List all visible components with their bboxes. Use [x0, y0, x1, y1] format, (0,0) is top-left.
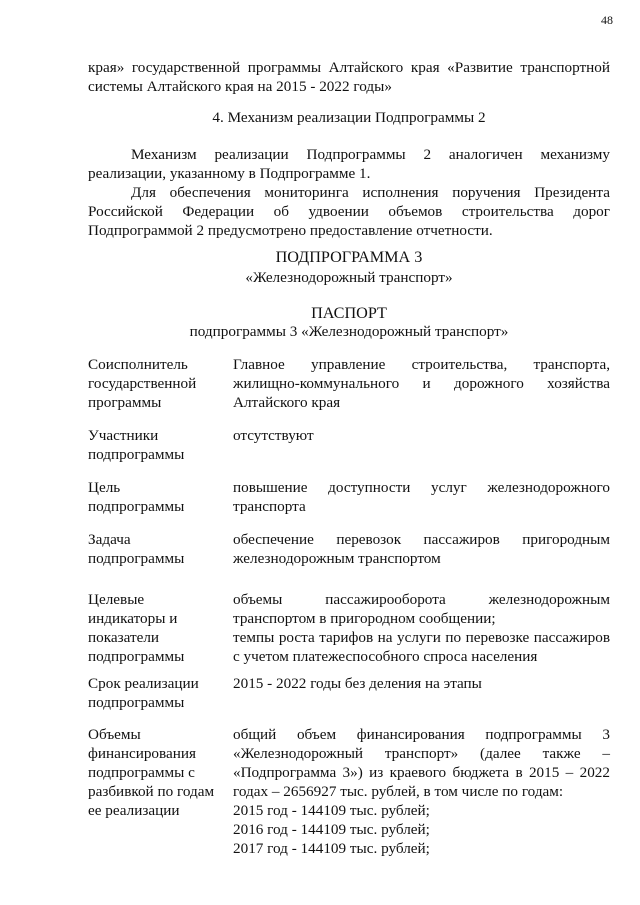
row-label: Цель подпрограммы	[88, 479, 185, 515]
row-value: отсутствуют	[233, 427, 314, 444]
year-line: 2016 год - 144109 тыс. рублей;	[233, 821, 430, 838]
intro-paragraph: края» государственной программы Алтайского края «Развитие транспортной системы Алтайского края на 2015 - 2022 годы»	[88, 59, 610, 95]
section-heading: 4. Механизм реализации Подпрограммы 2	[212, 109, 486, 126]
row-label: Целевые индикаторы и показатели подпрограммы	[88, 591, 185, 665]
passport-title: ПАСПОРТ	[311, 304, 387, 322]
row-value: обеспечение перевозок пассажиров пригородным железнодорожным транспортом	[233, 531, 610, 567]
year-line: 2017 год - 144109 тыс. рублей;	[233, 840, 430, 857]
row-label: Срок реализации подпрограммы	[88, 675, 199, 711]
row-value	[233, 590, 610, 666]
year-line: 2015 год - 144109 тыс. рублей;	[233, 802, 430, 819]
passport-subtitle: подпрограммы 3 «Железнодорожный транспорт»	[189, 323, 509, 340]
row-value: 2015 - 2022 годы без деления на этапы	[233, 675, 482, 692]
monitoring-paragraph: Для обеспечения мониторинга исполнения поручения Президента Российской Федерации об удвоении объемов строительства дорог Подпрограммой 2 предусмотрено предоставление отчетности.	[88, 184, 610, 239]
page-number: 48	[601, 13, 613, 27]
row-value: повышение доступности услуг железнодорожного транспорта	[233, 479, 610, 515]
row-label: Задача подпрограммы	[88, 531, 185, 567]
row-label: Участники подпрограммы	[88, 427, 185, 463]
row-label: Объемы финансирования подпрограммы с разбивкой по годам ее реализации	[88, 726, 215, 819]
financing-text: общий объем финансирования подпрограммы 3 «Железнодорожный транспорт» (далее также – «Подпрограмма 3») из краевого бюджета в 2015 – 2022 годах – 2656927 тыс. рублей, в том числе по годам:	[233, 726, 610, 800]
row-value: Главное управление строительства, транспорта, жилищно-коммунального и дорожного хозяйства Алтайского края	[233, 356, 610, 411]
subprogram-title: ПОДПРОГРАММА 3	[275, 248, 423, 266]
subprogram-name: «Железнодорожный транспорт»	[245, 269, 453, 286]
row-value	[233, 725, 610, 858]
indicator-line: темпы роста тарифов на услуги по перевозке пассажиров с учетом платежеспособного спроса населения	[233, 629, 610, 665]
mechanism-paragraph: Механизм реализации Подпрограммы 2 аналогичен механизму реализации, указанному в Подпрограмме 1.	[88, 146, 610, 182]
row-label: Соисполнитель государственной программы	[88, 356, 197, 411]
indicator-line: объемы пассажирооборота железнодорожным транспортом в пригородном сообщении;	[233, 591, 610, 627]
